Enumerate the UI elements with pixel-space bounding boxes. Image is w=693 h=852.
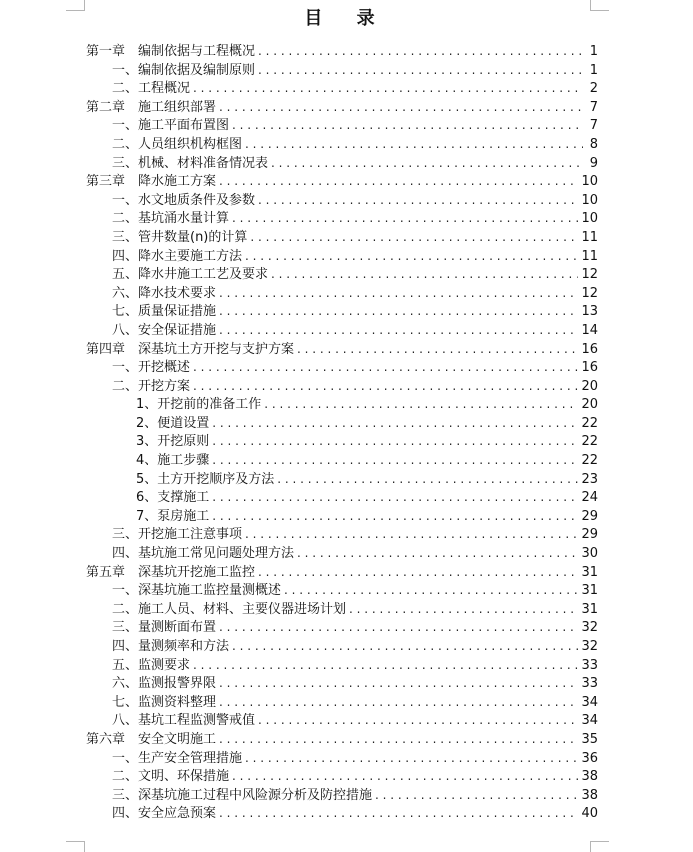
- toc-leader-dots: [219, 321, 578, 340]
- toc-leader-dots: [193, 358, 578, 377]
- toc-entry-page-number: 33: [581, 657, 598, 673]
- toc-leader-dots: [245, 135, 583, 154]
- toc-leader-dots: [219, 284, 578, 303]
- toc-entry-label: 八、基坑工程监测警戒值: [112, 713, 256, 729]
- toc-entry[interactable]: [86, 228, 598, 247]
- toc-entry-label: 三、深基坑施工过程中风险源分析及防控措施: [112, 787, 373, 803]
- toc-entry-label: 二、施工人员、材料、主要仪器进场计划: [112, 601, 347, 617]
- toc-entry-label: 一、水文地质条件及参数: [112, 192, 256, 208]
- toc-entry[interactable]: [86, 525, 598, 544]
- toc-entry[interactable]: [86, 395, 598, 414]
- toc-entry[interactable]: [86, 637, 598, 656]
- toc-entry-label: 7、泵房施工: [136, 508, 210, 524]
- toc-entry-label: 3、开挖原则: [136, 434, 210, 450]
- toc-entry[interactable]: [86, 432, 598, 451]
- toc-entry-label: 二、基坑涌水量计算: [112, 211, 230, 227]
- toc-leader-dots: [349, 600, 578, 619]
- toc-entry-label: 四、量测频率和方法: [112, 639, 230, 654]
- toc-entry-label: 四、降水主要施工方法: [112, 248, 243, 264]
- toc-leader-dots: [258, 711, 578, 730]
- toc-entry[interactable]: [86, 581, 598, 600]
- toc-entry-page-number: 10: [581, 211, 598, 227]
- toc-entry-label: 一、施工平面布置图: [112, 118, 230, 134]
- toc-entry-label: 三、机械、材料准备情况表: [112, 155, 269, 171]
- toc-entry-label: 六、监测报警界限: [112, 676, 217, 692]
- toc-entry[interactable]: [86, 804, 598, 823]
- toc-entry-page-number: 32: [581, 620, 598, 636]
- toc-entry-page-number: 29: [581, 508, 598, 524]
- toc-entry[interactable]: [86, 618, 598, 637]
- toc-entry-page-number: 13: [581, 304, 598, 320]
- toc-entry-page-number: 8: [589, 136, 598, 152]
- page-corner-mark: [590, 841, 609, 852]
- toc-leader-dots: [232, 116, 583, 135]
- toc-entry[interactable]: [86, 693, 598, 712]
- toc-entry-page-number: 10: [581, 174, 598, 190]
- toc-title: 目 录: [304, 8, 389, 29]
- toc-leader-dots: [219, 730, 578, 749]
- toc-entry-label: 八、安全保证措施: [112, 322, 217, 338]
- toc-entry[interactable]: [86, 488, 598, 507]
- toc-entry-label: 二、工程概况: [112, 81, 191, 97]
- toc-entry-label: 七、监测资料整理: [112, 694, 217, 710]
- toc-entry-label: 五、降水井施工工艺及要求: [112, 267, 269, 283]
- toc-entry[interactable]: [86, 79, 598, 98]
- toc-entry[interactable]: [86, 321, 598, 340]
- toc-entry-page-number: 23: [581, 471, 598, 487]
- toc-leader-dots: [219, 674, 578, 693]
- toc-entry-page-number: 16: [581, 360, 598, 376]
- toc-leader-dots: [232, 637, 578, 656]
- toc-leader-dots: [297, 544, 578, 563]
- toc-entry-page-number: 29: [581, 527, 598, 543]
- toc-leader-dots: [245, 525, 578, 544]
- toc-entry-page-number: 22: [581, 434, 598, 450]
- toc-entry[interactable]: [86, 284, 598, 303]
- toc-entry-label: 4、施工步骤: [136, 453, 210, 469]
- toc-entry-label: 六、降水技术要求: [112, 285, 217, 301]
- table-of-contents: [86, 42, 598, 823]
- toc-leader-dots: [219, 618, 578, 637]
- toc-entry-page-number: 36: [581, 750, 598, 766]
- toc-entry-label: 七、质量保证措施: [112, 304, 217, 320]
- toc-entry-label: 二、人员组织机构框图: [112, 136, 243, 152]
- toc-leader-dots: [245, 749, 578, 768]
- toc-entry[interactable]: [86, 656, 598, 675]
- toc-entry-page-number: 34: [581, 694, 598, 710]
- toc-entry-page-number: 7: [589, 99, 598, 115]
- toc-entry[interactable]: [86, 600, 598, 619]
- toc-entry-page-number: 11: [581, 248, 598, 264]
- toc-entry[interactable]: [86, 172, 598, 191]
- toc-entry-page-number: 20: [581, 397, 598, 413]
- toc-entry-label: 一、开挖概述: [112, 360, 191, 376]
- toc-entry-page-number: 10: [581, 192, 598, 208]
- toc-entry-page-number: 38: [581, 769, 598, 785]
- toc-entry-page-number: 22: [581, 415, 598, 431]
- toc-entry-page-number: 24: [581, 490, 598, 506]
- toc-entry-page-number: 14: [581, 322, 598, 338]
- toc-leader-dots: [258, 191, 578, 210]
- toc-entry-label: 二、文明、环保措施: [112, 769, 230, 785]
- toc-leader-dots: [193, 377, 578, 396]
- toc-entry[interactable]: [86, 711, 598, 730]
- toc-entry-label: 第六章 安全文明施工: [86, 731, 217, 747]
- toc-entry[interactable]: [86, 730, 598, 749]
- toc-entry[interactable]: [86, 451, 598, 470]
- toc-leader-dots: [212, 488, 578, 507]
- toc-entry[interactable]: [86, 247, 598, 266]
- toc-entry[interactable]: [86, 135, 598, 154]
- toc-entry-page-number: 20: [581, 378, 598, 394]
- toc-leader-dots: [258, 563, 578, 582]
- toc-entry[interactable]: [86, 42, 598, 61]
- toc-entry-label: 二、开挖方案: [112, 378, 191, 394]
- toc-entry[interactable]: [86, 116, 598, 135]
- toc-entry-page-number: 12: [581, 267, 598, 283]
- toc-entry[interactable]: [86, 340, 598, 359]
- toc-entry-page-number: 7: [589, 118, 598, 134]
- toc-leader-dots: [232, 767, 578, 786]
- toc-entry-label: 第三章 降水施工方案: [86, 174, 217, 190]
- toc-entry-page-number: 12: [581, 285, 598, 301]
- toc-leader-dots: [258, 61, 583, 80]
- toc-leader-dots: [212, 451, 578, 470]
- toc-leader-dots: [258, 42, 583, 61]
- toc-leader-dots: [219, 98, 583, 117]
- toc-leader-dots: [232, 209, 578, 228]
- toc-entry-label: 6、支撑施工: [136, 490, 210, 506]
- toc-entry[interactable]: [86, 154, 598, 173]
- toc-entry-label: 一、生产安全管理措施: [112, 750, 243, 766]
- toc-entry-label: 三、管井数量(n)的计算: [112, 229, 248, 245]
- toc-entry[interactable]: [86, 749, 598, 768]
- toc-entry[interactable]: [86, 563, 598, 582]
- toc-entry-page-number: 35: [581, 731, 598, 747]
- toc-entry-page-number: 31: [581, 564, 598, 580]
- toc-leader-dots: [271, 154, 583, 173]
- toc-entry-label: 第二章 施工组织部署: [86, 99, 217, 115]
- toc-entry-label: 第四章 深基坑土方开挖与支护方案: [86, 341, 295, 357]
- toc-entry[interactable]: [86, 544, 598, 563]
- toc-entry-page-number: 16: [581, 341, 598, 357]
- toc-leader-dots: [284, 581, 578, 600]
- toc-entry-label: 四、基坑施工常见问题处理方法: [112, 546, 295, 562]
- toc-entry-page-number: 34: [581, 713, 598, 729]
- toc-entry-page-number: 11: [581, 229, 598, 245]
- toc-entry[interactable]: [86, 674, 598, 693]
- toc-entry-page-number: 31: [581, 583, 598, 599]
- toc-entry-label: 第一章 编制依据与工程概况: [86, 44, 256, 59]
- toc-entry[interactable]: [86, 786, 598, 805]
- toc-entry-label: 第五章 深基坑开挖施工监控: [86, 564, 256, 580]
- toc-entry[interactable]: [86, 414, 598, 433]
- page-corner-mark: [66, 841, 85, 852]
- toc-entry-page-number: 9: [589, 155, 598, 171]
- toc-entry[interactable]: [86, 209, 598, 228]
- toc-entry-label: 三、量测断面布置: [112, 620, 217, 636]
- toc-entry[interactable]: [86, 265, 598, 284]
- toc-entry[interactable]: [86, 358, 598, 377]
- toc-entry-label: 1、开挖前的准备工作: [136, 397, 262, 413]
- toc-leader-dots: [297, 340, 578, 359]
- toc-entry-label: 五、监测要求: [112, 657, 191, 673]
- toc-leader-dots: [264, 395, 578, 414]
- toc-leader-dots: [212, 432, 578, 451]
- toc-leader-dots: [219, 172, 578, 191]
- toc-entry-page-number: 30: [581, 546, 598, 562]
- toc-entry[interactable]: [86, 470, 598, 489]
- toc-entry-label: 一、深基坑施工监控量测概述: [112, 583, 282, 599]
- toc-entry-page-number: 1: [589, 44, 598, 59]
- toc-entry[interactable]: [86, 61, 598, 80]
- toc-entry-label: 5、土方开挖顺序及方法: [136, 471, 275, 487]
- toc-entry-page-number: 38: [581, 787, 598, 803]
- toc-leader-dots: [250, 228, 578, 247]
- toc-leader-dots: [271, 265, 578, 284]
- toc-entry[interactable]: [86, 191, 598, 210]
- toc-leader-dots: [219, 302, 578, 321]
- toc-entry-page-number: 33: [581, 676, 598, 692]
- toc-entry-page-number: 31: [581, 601, 598, 617]
- toc-leader-dots: [375, 786, 578, 805]
- toc-entry-label: 一、编制依据及编制原则: [112, 62, 256, 78]
- toc-leader-dots: [193, 656, 578, 675]
- toc-entry-page-number: 32: [581, 639, 598, 654]
- toc-leader-dots: [193, 79, 583, 98]
- toc-entry[interactable]: [86, 98, 598, 117]
- toc-leader-dots: [219, 693, 578, 712]
- toc-leader-dots: [219, 804, 578, 823]
- toc-entry-page-number: 2: [589, 81, 598, 97]
- toc-entry-page-number: 22: [581, 453, 598, 469]
- toc-entry[interactable]: [86, 767, 598, 786]
- toc-entry-label: 2、便道设置: [136, 415, 210, 431]
- toc-leader-dots: [245, 247, 578, 266]
- toc-entry-page-number: 40: [581, 806, 598, 822]
- toc-entry-label: 三、开挖施工注意事项: [112, 527, 243, 543]
- toc-entry[interactable]: [86, 302, 598, 321]
- toc-leader-dots: [277, 470, 578, 489]
- toc-entry[interactable]: [86, 377, 598, 396]
- toc-entry-page-number: 1: [589, 62, 598, 78]
- toc-entry-label: 四、安全应急预案: [112, 806, 217, 822]
- toc-leader-dots: [212, 507, 578, 526]
- toc-entry[interactable]: [86, 507, 598, 526]
- toc-leader-dots: [212, 414, 578, 433]
